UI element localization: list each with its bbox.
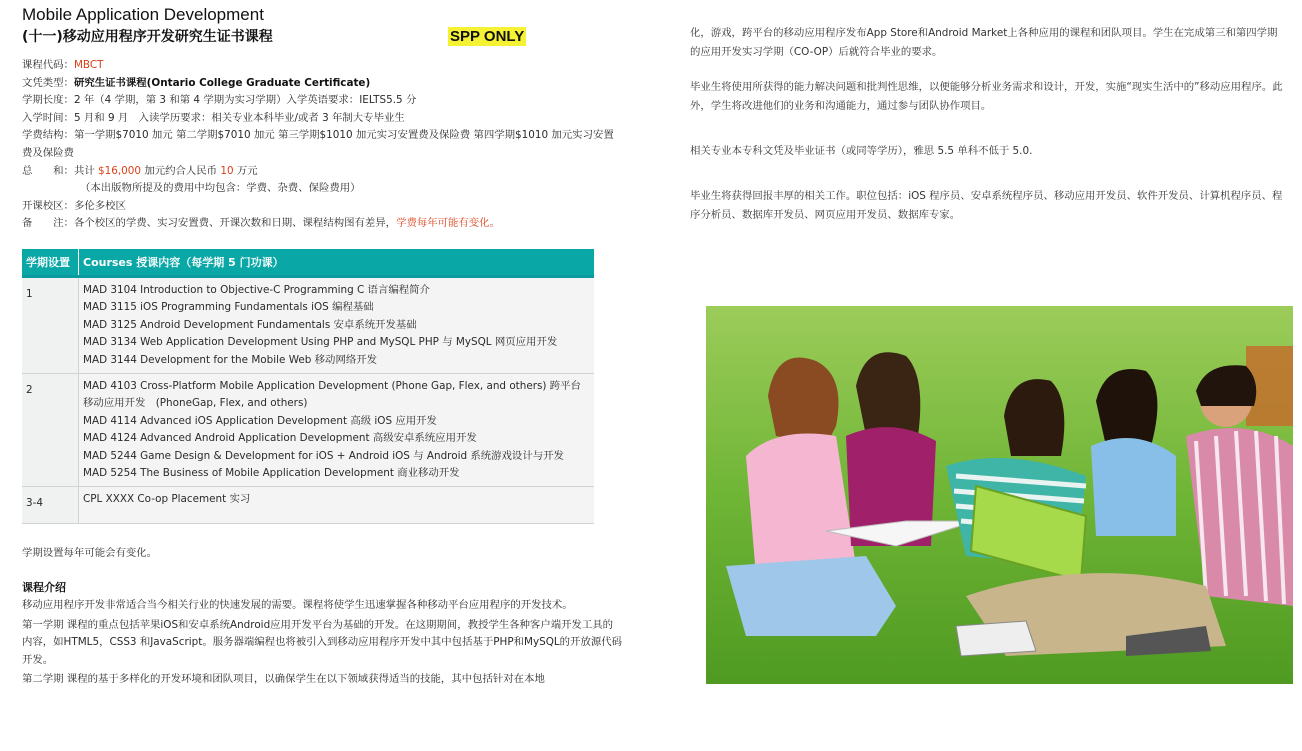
course-item: MAD 5254 The Business of Mobile Application Development 商业移动开发 — [83, 467, 460, 479]
intro-paragraph-3: 第二学期 课程的基于多样化的开发环境和团队项目，以确保学生在以下领域获得适当的技能，其中包括针对在本地 — [22, 673, 545, 686]
intro-title: 课程介绍 — [22, 581, 66, 595]
title-row — [22, 25, 622, 47]
table-row — [22, 276, 594, 373]
term-cell: 3-4 — [22, 487, 79, 524]
course-item: MAD 4103 Cross-Platform Mobile Application Development (Phone Gap, Flex, and others) 跨平台移动应用开发 (PhoneGap, Flex, and others) — [83, 379, 581, 410]
course-item: MAD 4124 Advanced Android Application Development 高级安卓系统应用开发 — [83, 432, 477, 445]
code-value: MBCT — [73, 59, 104, 71]
info-intake: 入学时间：5 月和 9 月 入读学历要求：相关专业本科毕业/或者 3 年制大专毕业生 — [22, 111, 405, 124]
career-paragraph: 毕业生将获得回报丰厚的相关工作。职位包括：iOS 程序员、安卓系统程序员、移动应用开发员、软件开发员、计算机程序员、程序分析员、数据库开发员、网页应用开发员、数据库专家。 — [690, 190, 1283, 221]
table-row — [22, 487, 594, 524]
left-page — [22, 4, 622, 688]
term-cell: 2 — [22, 373, 79, 486]
header-courses: Courses 授课内容（每学期 5 门功课） — [79, 249, 595, 277]
info-campus: 开课校区：多伦多校区 — [22, 199, 126, 212]
info-fee: 学费结构：第一学期$7010 加元 第二学期$7010 加元 第三学期$1010 加元实习安置费及保险费 第四学期$1010 加元实习安置费及保险费 — [22, 129, 614, 159]
program-info — [22, 57, 622, 233]
intro-paragraph-1: 移动应用程序开发非常适合当今相关行业的快速发展的需要。课程将使学生迅速掌握各种移动平台应用程序的开发技术。 — [22, 599, 573, 612]
right-paragraph-1: 化，游戏，跨平台的移动应用程序发布App Store和Android Market上各种应用的课程和团队项目。学生在完成第三和第四学期的应用开发实习学期（CO-OP）后就符合毕业的要求。 — [690, 27, 1278, 58]
schedule-note: 学期设置每年可能会有变化。 — [22, 547, 158, 560]
info-total: 总 和：共计 $16,000 加元约合人民币 10 万元 — [22, 164, 258, 177]
course-item: MAD 3125 Android Development Fundamentals 安卓系统开发基础 — [83, 318, 417, 331]
info-length: 学期长度：2 年（4 学期，第 3 和第 4 学期为实习学期）入学英语要求：IELTS5.5 分 — [22, 94, 417, 107]
term-cell: 1 — [22, 276, 79, 373]
intro-paragraph-2: 第一学期 课程的重点包括苹果iOS和安卓系统Android应用开发平台为基础的开发。在这期期间，教授学生各种客户端开发工具的内容，如HTML5，CSS3 和JavaScript。服务器端编程也将被引入到移动应用程序开发中其中包括基于PHP和MySQL的开放源代码开发。 — [22, 618, 623, 666]
course-item: MAD 5244 Game Design & Development for iOS + Android iOS 与 Android 系统游戏设计与开发 — [83, 449, 564, 462]
admission-requirement: 相关专业本专科文凭及毕业证书（或同等学历），雅思 5.5 单科不低于 5.0. — [690, 145, 1033, 157]
course-item: MAD 4114 Advanced iOS Application Development 高级 iOS 应用开发 — [83, 414, 437, 427]
table-row — [22, 373, 594, 486]
course-item: MAD 3134 Web Application Development Using PHP and MySQL PHP 与 MySQL 网页应用开发 — [83, 336, 558, 349]
info-code: 课程代码：MBCT — [22, 59, 104, 71]
course-item: MAD 3104 Introduction to Objective-C Programming C 语言编程简介 — [83, 283, 430, 296]
students-photo — [706, 306, 1293, 684]
program-title-cn: (十一)移动应用程序开发研究生证书课程 — [22, 29, 273, 45]
courses-cell — [79, 487, 595, 524]
program-title-en: Mobile Application Development — [22, 5, 264, 24]
table-header-row — [22, 249, 594, 277]
right-page — [690, 24, 1286, 225]
total-cad: $16,000 — [98, 164, 142, 177]
total-rmb: 10 — [220, 164, 234, 177]
info-type: 文凭类型：研究生证书课程(Ontario College Graduate Certificate) — [22, 76, 371, 89]
courses-cell — [79, 276, 595, 373]
course-item: CPL XXXX Co-op Placement 实习 — [83, 493, 251, 506]
remark-warning: 学费每年可能有变化。 — [396, 217, 500, 230]
type-value: 研究生证书课程(Ontario College Graduate Certificate) — [73, 76, 371, 89]
course-item: MAD 3144 Development for the Mobile Web 移动网络开发 — [83, 353, 378, 366]
spp-only-badge: SPP ONLY — [450, 27, 525, 45]
right-paragraph-2: 毕业生将使用所获得的能力解决问题和批判性思维，以便能够分析业务需求和设计，开发，实施“现实生活中的”移动应用程序。此外，学生将改进他们的业务和沟通能力，通过参与团队协作项目。 — [690, 81, 1283, 112]
courses-cell — [79, 373, 595, 486]
info-total-note: （本出版物所提及的费用中均包含：学费、杂费、保险费用） — [80, 182, 361, 195]
course-table — [22, 249, 594, 524]
students-on-grass-image — [706, 306, 1293, 684]
course-item: MAD 3115 iOS Programming Fundamentals iOS 编程基础 — [83, 301, 374, 314]
header-term: 学期设置 — [22, 249, 79, 277]
info-remark: 备 注：各个校区的学费、实习安置费、开课次数和日期、课程结构图有差异，学费每年可能有变化。 — [22, 217, 500, 230]
